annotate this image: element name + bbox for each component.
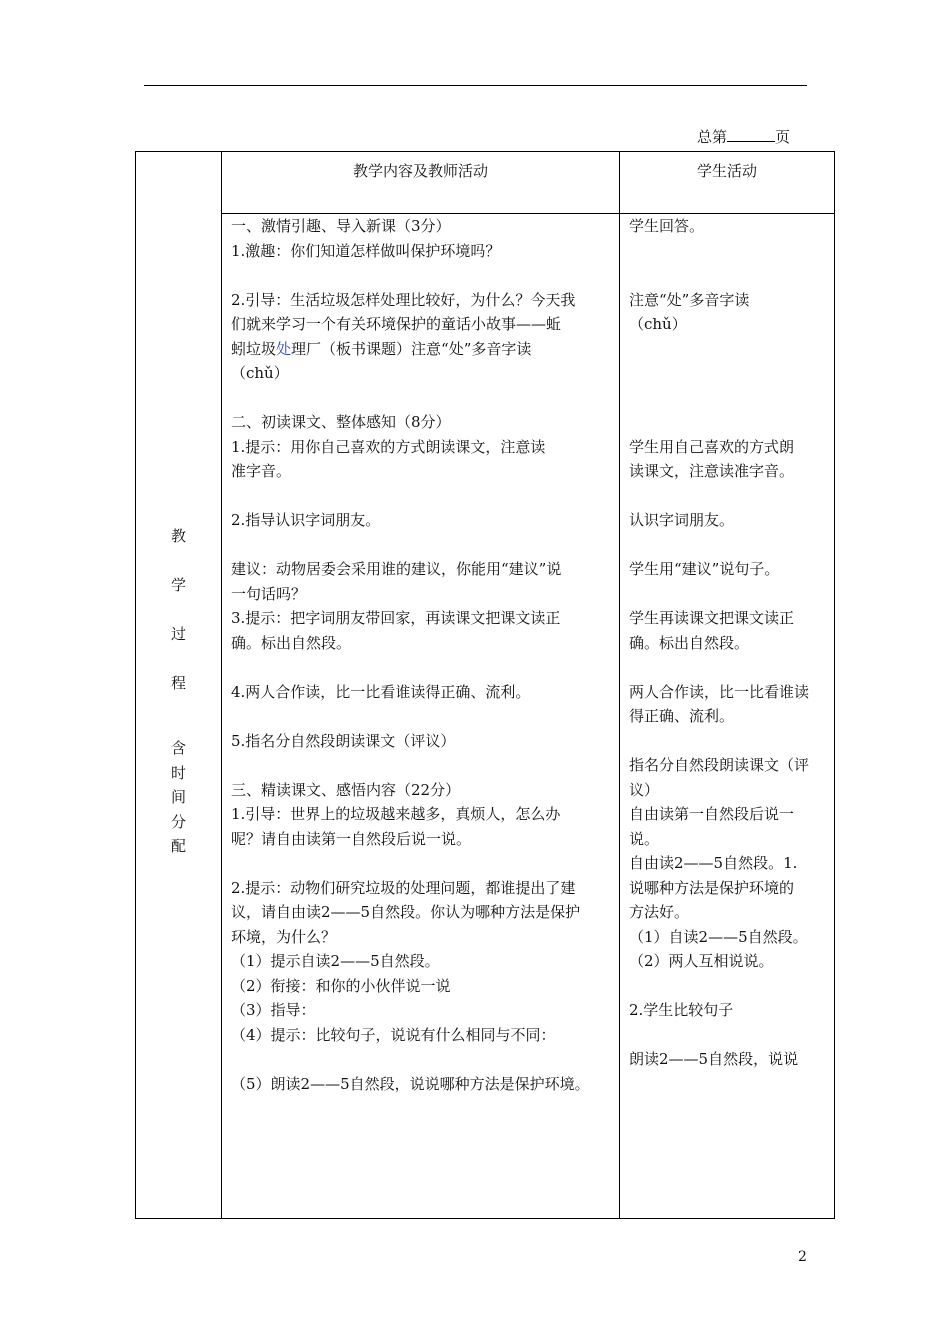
side-label-time-allocation: 含 时 间 分 配 [170,739,186,855]
teacher-line: 1.引导：世界上的垃圾越来越多，真烦人，怎么办 [231,805,561,823]
column-divider-student [619,152,620,1218]
teacher-line: 建议：动物居委会采用谁的建议，你能用“建议”说 [231,560,562,578]
student-line: 说哪种方法是保护环境的 [629,878,795,897]
teacher-line: 呢？请自由读第一自然段后说一说。 [231,829,472,848]
teacher-line: 确。标出自然段。 [231,633,352,652]
teacher-activities [231,214,615,1096]
teacher-line: 3.提示：把字词朋友带回家，再读课文把课文读正 [231,609,561,627]
page-counter [697,126,790,147]
student-line: 议） [629,780,660,799]
teacher-line: 2.提示：动物们研究垃圾的处理问题，都谁提出了建 [231,878,576,897]
student-line: 读课文，注意读准字音。 [629,462,795,480]
teacher-line: 5.指名分自然段朗读课文（评议） [231,731,456,750]
teacher-line: 一、激情引趣、导入新课（3分） [231,217,451,235]
teacher-line: 2.指导认识字词朋友。 [231,511,381,529]
page-counter-blank [727,127,775,142]
side-label-teaching-process: 教 学 过 程 [170,527,186,692]
teacher-line: 2.引导：生活垃圾怎样处理比较好，为什么？今天我 [231,290,576,309]
teacher-line: 准字音。 [231,462,292,480]
student-line: （1）自读2——5自然段。 [629,927,808,946]
page-counter-suffix: 页 [775,128,791,146]
student-line: 学生用自己喜欢的方式朗 [629,437,795,456]
teacher-line: （2）衔接：和你的小伙伴说一说 [231,976,451,995]
student-line: 方法好。 [629,903,690,921]
highlighted-char: 处 [276,339,292,358]
teacher-line: 蚓垃圾处理厂（板书课题）注意“处”多音字读 [231,339,532,358]
student-line: 学生回答。 [629,217,705,235]
student-line: 说。 [629,829,660,848]
student-line: 指名分自然段朗读课文（评 [629,756,810,774]
teacher-line: 们就来学习一个有关环境保护的童话小故事——蚯 [231,315,562,333]
student-line: 学生再读课文把课文读正 [629,609,795,627]
student-line: 自由读2——5自然段。1. [629,854,798,872]
teacher-line: （3）指导： [231,1001,316,1019]
teacher-line: 环境，为什么？ [231,927,337,946]
teacher-line: 1.提示：用你自己喜欢的方式朗读课文，注意读 [231,437,546,456]
student-line: 得正确、流利。 [629,707,735,725]
student-line: 自由读第一自然段后说一 [629,805,795,823]
teacher-line: 二、初读课文、整体感知（8分） [231,413,451,431]
student-line: 2.学生比较句子 [629,1001,734,1019]
student-column-header: 学生活动 [696,162,757,180]
teacher-column-header: 教学内容及教师活动 [352,162,488,180]
column-divider-side [221,152,222,1218]
student-line: 确。标出自然段。 [629,633,750,652]
teacher-line: 三、精读课文、感悟内容（22分） [231,780,461,799]
lesson-table [135,151,835,1219]
student-line: 两人合作读，比一比看谁读 [629,682,810,701]
page-number: 2 [798,1249,807,1265]
student-line: （chǔ） [629,315,687,333]
teacher-line: 1.激趣：你们知道怎样做叫保护环境吗？ [231,241,501,260]
student-line: （2）两人互相说说。 [629,952,774,970]
header-rule [144,85,807,86]
teacher-line: 一句话吗？ [231,584,307,603]
student-line: 认识字词朋友。 [629,511,735,529]
teacher-line: （4）提示：比较句子，说说有什么相同与不同： [231,1025,556,1044]
teacher-line: （chǔ） [231,364,289,382]
teacher-line: （1）提示自读2——5自然段。 [231,952,440,970]
teacher-line: （5）朗读2——5自然段，说说哪种方法是保护环境。 [231,1074,590,1093]
student-line: 朗读2——5自然段，说说 [629,1050,799,1068]
teacher-line: 4.两人合作读，比一比看谁读得正确、流利。 [231,682,531,701]
teacher-line: 议，请自由读2——5自然段。你认为哪种方法是保护 [231,903,581,921]
student-line: 学生用“建议”说句子。 [629,560,780,578]
page-counter-prefix: 总第 [697,128,728,146]
student-line: 注意“处”多音字读 [629,290,750,309]
student-activities [629,214,829,1072]
